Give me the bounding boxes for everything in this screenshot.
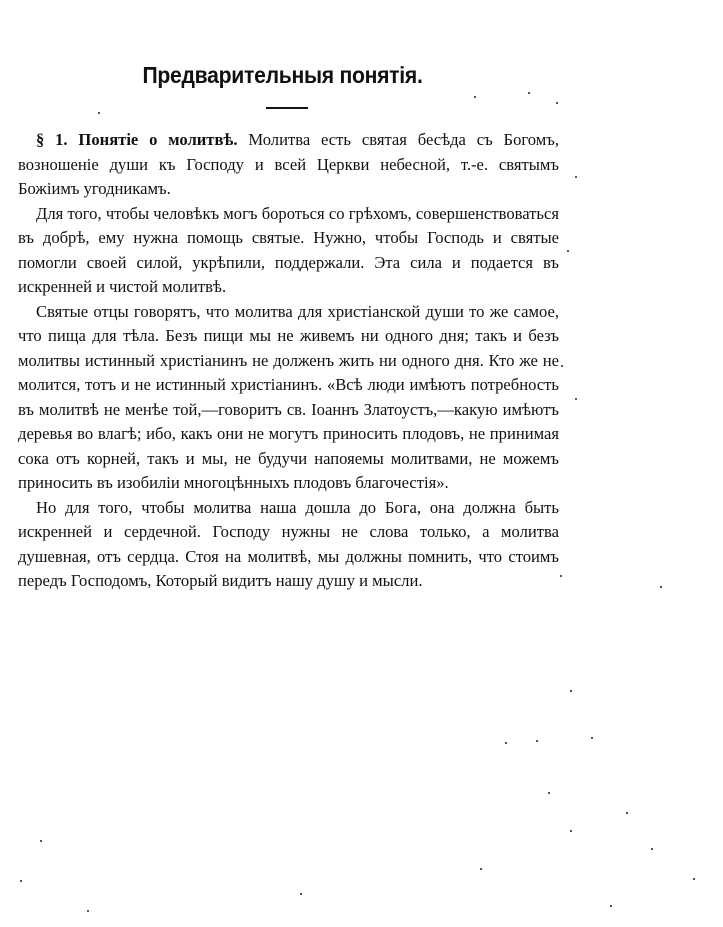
scan-speck xyxy=(575,176,577,178)
body-text xyxy=(18,128,559,594)
scan-speck xyxy=(474,96,476,98)
scan-speck xyxy=(505,742,507,744)
section-heading: § 1. Понятіе о молитвѣ. xyxy=(36,130,238,149)
scan-speck xyxy=(480,868,482,870)
scan-speck xyxy=(591,737,593,739)
scan-speck xyxy=(536,740,538,742)
paragraph-4: Но для того, чтобы молитва наша дошла до Бога, она должна быть искренней и сердечной. Господу нужны не слова только, а молитва душевная, отъ сердца. Стоя на молитвѣ, мы должны помнить, что стоимъ передъ Господомъ, Который видитъ нашу душу и мысли. xyxy=(18,497,559,590)
scan-speck xyxy=(556,102,558,104)
scan-speck xyxy=(87,910,89,912)
scan-speck xyxy=(610,905,612,907)
scan-speck xyxy=(300,893,302,895)
scan-speck xyxy=(567,250,569,252)
scan-speck xyxy=(693,878,695,880)
scan-speck xyxy=(560,575,562,577)
title-divider xyxy=(266,107,308,109)
scan-speck xyxy=(660,586,662,588)
scan-speck xyxy=(98,112,100,114)
scan-speck xyxy=(528,92,530,94)
scan-speck xyxy=(570,690,572,692)
scan-speck xyxy=(40,840,42,842)
paragraph-3: Святые отцы говорятъ, что молитва для христіанской души то же самое, что пища для тѣла. Безъ пищи мы не живемъ ни одного дня; такъ и безъ молитвы истинный христіанинъ не долженъ жить ни одного дня. Кто же не молится, тотъ и не истинный христіанинъ. «Всѣ люди имѣютъ потребность въ молитвѣ не менѣе той,—говоритъ св. Іоаннъ Златоустъ,—какую имѣютъ деревья во влагѣ; ибо, какъ они не могутъ приносить плодовъ, не принимая сока отъ корней, такъ и мы, не будучи напояемы молитвами, не можемъ приносить въ изобиліи многоцѣнныхъ плодовъ благочестія». xyxy=(18,301,559,492)
scan-speck xyxy=(548,792,550,794)
scan-speck xyxy=(575,398,577,400)
page-title: Предварительныя понятія. xyxy=(142,62,423,88)
scan-speck xyxy=(651,848,653,850)
paragraph-2: Для того, чтобы человѣкъ могъ бороться со грѣхомъ, совершенствоваться въ добрѣ, ему нужна помощь святые. Нужно, чтобы Господь и святые помогли своей силой, укрѣпили, поддержали. Эта сила и подается въ искренней и чистой молитвѣ. xyxy=(18,203,559,296)
scan-speck xyxy=(20,880,22,882)
scan-speck xyxy=(561,365,563,367)
scan-speck xyxy=(570,830,572,832)
paragraph-1-text: Молитва есть святая бесѣда съ Богомъ, возношеніе души къ Господу и всей Церкви небесной, т.-е. святымъ Божіимъ угодникамъ. xyxy=(18,130,559,198)
scan-speck xyxy=(626,812,628,814)
paragraph-1 xyxy=(18,128,559,202)
